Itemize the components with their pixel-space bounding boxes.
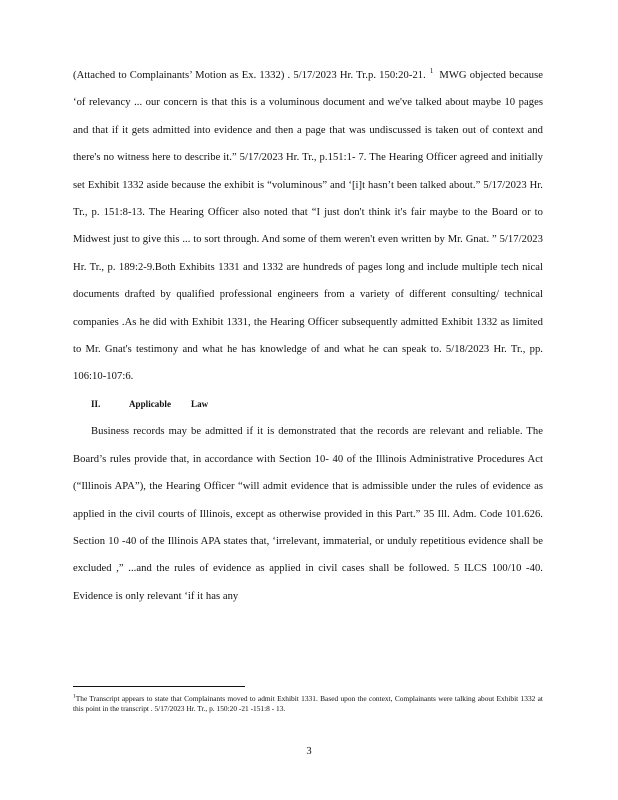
page-number: 3 <box>306 746 312 757</box>
footnote-text: The Transcript appears to state that Complainants moved to admit Exhibit 1331. Based upon the context, Complainants were talking about Exhibit 1332 at this point in the transcript . 5/17/2023 Hr. Tr., p. 150:20 -21 -151:8 - 13. <box>73 694 543 713</box>
section-title-word-1: Applicable <box>129 398 172 409</box>
paragraph-applicable-law: Business records may be admitted if it is demonstrated that the records are relevant and reliable. The Board’s rules provide that, in accordance with Section 10- 40 of the Illinois Administrative Procedures Act (“Illinois APA”), the Hearing Officer “will admit evidence that is admissible under the rules of evidence as applied in the civil courts of Illinois, except as otherwise provided in this Part.” 35 Ill. Adm. Code 101.626. Section 10 -40 of the Illinois APA states that, ‘irrelevant, immaterial, or unduly repetitious evidence shall be excluded ,” ...and the rules of evidence as applied in civil cases shall be followed. 5 ILCS 100/10 -40. Evidence is only relevant ‘if it has any <box>73 426 543 602</box>
footnote-divider <box>73 686 245 687</box>
footnote-1 <box>73 694 543 713</box>
paragraph-continued <box>73 62 543 391</box>
footnote-reference-1: 1 <box>429 67 434 76</box>
body-text <box>73 62 543 610</box>
paragraph-1-text-a: (Attached to Complainants’ Motion as Ex. 1332) . 5/17/2023 Hr. Tr.p. 150:20-21. <box>73 70 426 81</box>
paragraph-1-text-b: MWG objected because ‘of relevancy ... our concern is that this is a voluminous document and we've talked about maybe 10 pages and that if it gets admitted into evidence and then a page that was undiscussed is taken out of context and there's no witness here to describe it.” 5/17/2023 Hr. Tr., p.151:1- 7. The Hearing Officer agreed and initially set Exhibit 1332 aside because the exhibit is “voluminous” and ‘[i]t hasn’t been talked about.” 5/17/2023 Hr. Tr., p. 151:8-13. The Hearing Officer also noted that “I just don't think it's fair maybe to the Board or to Midwest just to give this ... to sort through. And some of them weren't even written by Mr. Gnat. ” 5/17/2023 Hr. Tr., p. 189:2-9.Both Exhibits 1331 and 1332 are hundreds of pages long and include multiple tech nical documents drafted by qualified professional engineers from a variety of different consulting/ technical companies .As he did with Exhibit 1331, the Hearing Officer subsequently admitted Exhibit 1332 as limited to Mr. Gnat's testimony and what he has knowledge of and what he can speak to. 5/18/2023 Hr. Tr., pp. 106:10-107:6. <box>73 70 543 383</box>
footnote-marker: 1 <box>73 693 76 700</box>
section-heading <box>73 391 543 418</box>
section-number: II. <box>91 398 101 409</box>
section-title-word-2: Law <box>191 398 209 409</box>
